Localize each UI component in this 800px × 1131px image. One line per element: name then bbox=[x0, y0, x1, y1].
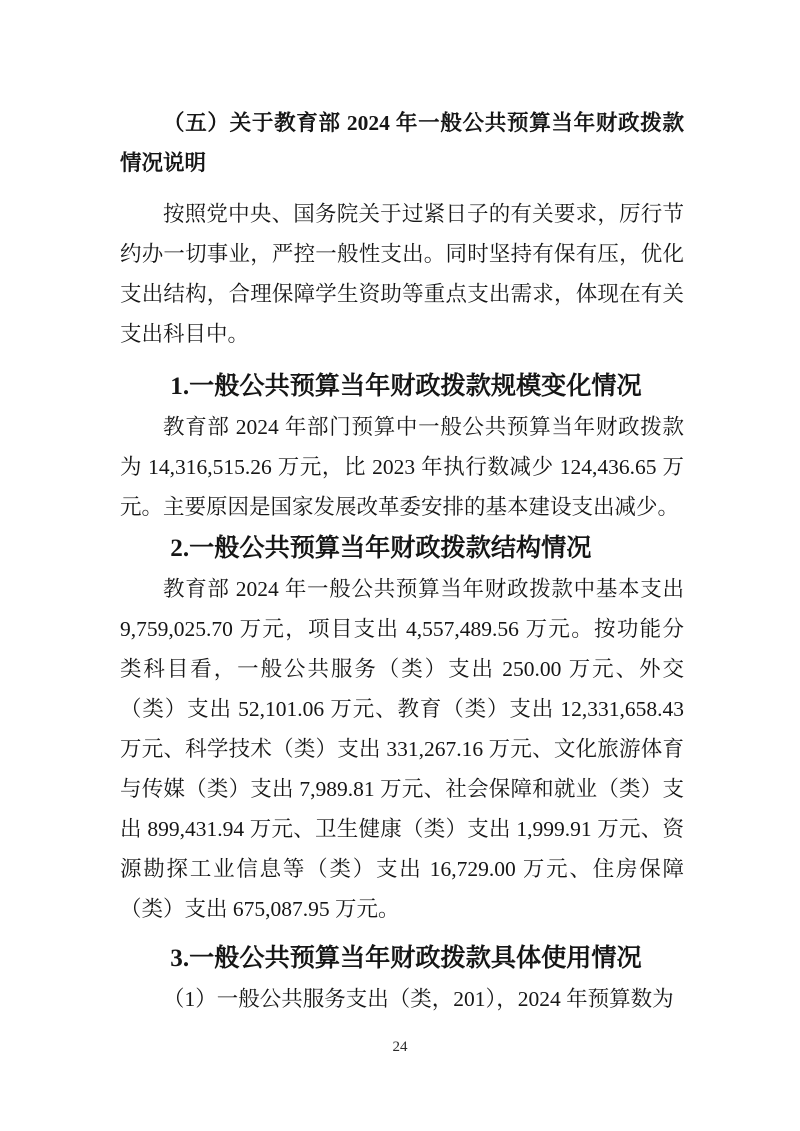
subsection-1-heading: 1.一般公共预算当年财政拨款规模变化情况 bbox=[170, 373, 642, 400]
subsection-2-heading: 2.一般公共预算当年财政拨款结构情况 bbox=[170, 535, 592, 562]
subsection-3-body: （1）一般公共服务支出（类，201），2024 年预算数为 bbox=[163, 987, 674, 1011]
doc-title: （五）关于教育部 2024 年一般公共预算当年财政拨款情况说明 bbox=[120, 111, 684, 175]
subsection-2-body: 教育部 2024 年一般公共预算当年财政拨款中基本支出 9,759,025.70 万元，项目支出 4,557,489.56 万元。按功能分类科目看，一般公共服务（类）支出 250.00 万元、外交（类）支出 52,101.06 万元、教育（类）支出 12,331,658.43 万元、科学技术（类）支出 331,267.16 万元、文化旅游体育与传媒（类）支出 7,989.81 万元、社会保障和就业（类）支出 899,431.94 万元、卫生健康（类）支出 1,999.91 万元、资源勘探工业信息等（类）支出 16,729.00 万元、住房保障（类）支出 675,087.95 万元。 bbox=[120, 577, 684, 921]
subsection-1-body: 教育部 2024 年部门预算中一般公共预算当年财政拨款为 14,316,515.26 万元，比 2023 年执行数减少 124,436.65 万元。主要原因是国家发展改革委安排的基本建设支出减少。 bbox=[120, 415, 684, 519]
subsection-3-heading: 3.一般公共预算当年财政拨款具体使用情况 bbox=[170, 945, 642, 972]
document-page bbox=[120, 103, 684, 1019]
intro-paragraph: 按照党中央、国务院关于过紧日子的有关要求，厉行节约办一切事业，严控一般性支出。同时坚持有保有压，优化支出结构，合理保障学生资助等重点支出需求，体现在有关支出科目中。 bbox=[120, 202, 684, 346]
page-number: 24 bbox=[392, 1039, 408, 1055]
